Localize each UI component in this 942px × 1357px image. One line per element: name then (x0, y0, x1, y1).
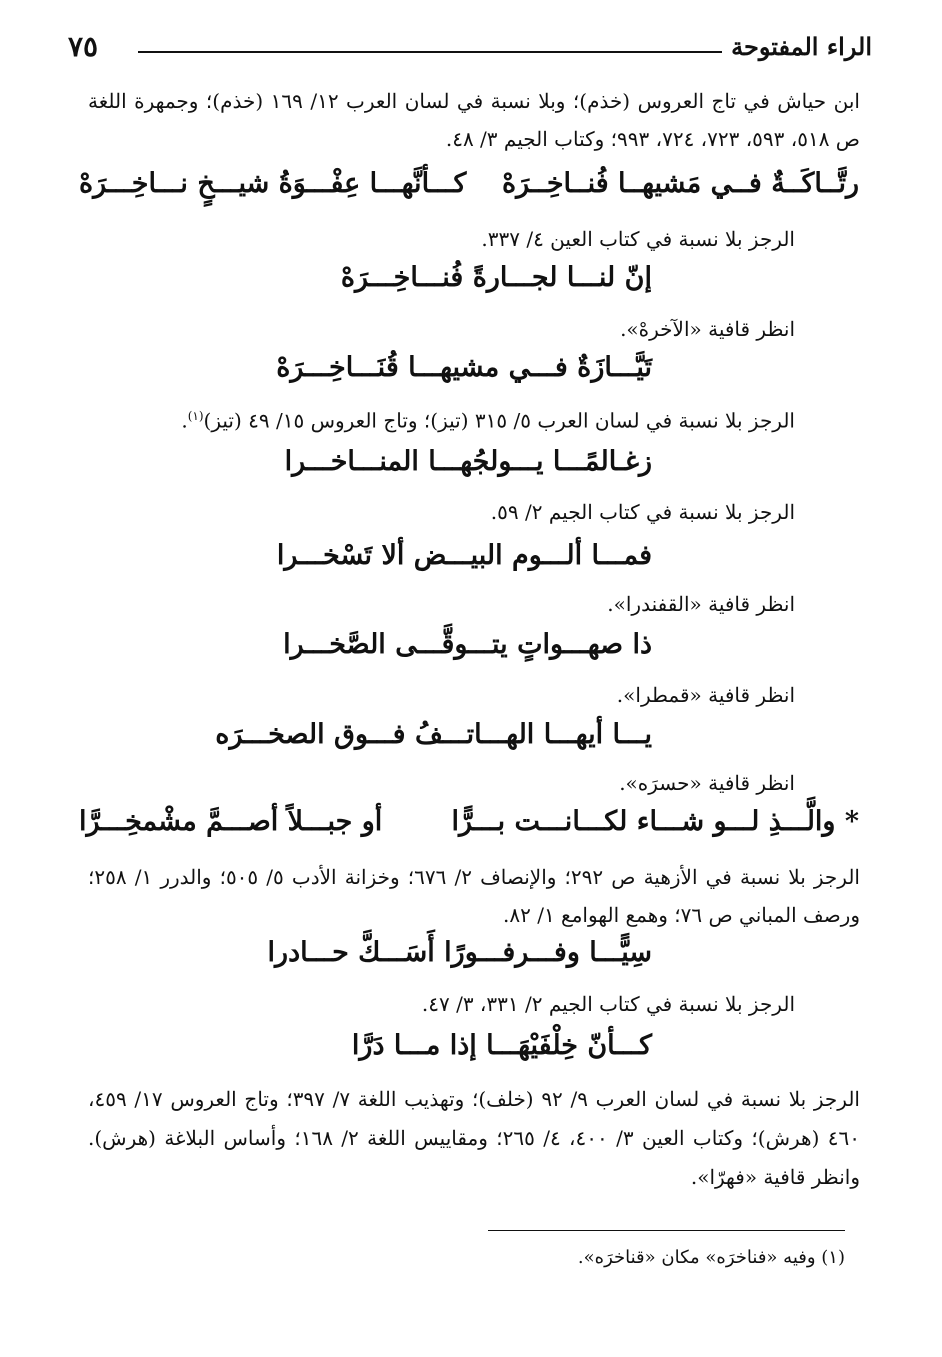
page-header (68, 30, 872, 64)
note-line: الرجز بلا نسبة في كتاب الجيم ٢/ ٥٩. (490, 500, 795, 524)
note-line: انظر قافية «الآخرهْ». (620, 317, 795, 341)
header-rule (138, 51, 722, 53)
verse-hemistich-right: رتَّــاكَــةٌ فــي مَشيهــا فُنــاخِــرَهْ (501, 168, 859, 199)
footnote-marker: (١) (187, 409, 204, 423)
page-number: ٧٥ (68, 30, 99, 63)
note-text: الرجز بلا نسبة في لسان العرب ٥/ ٣١٥ (تيز)؛ وتاج العروس ١٥/ ٤٩ (تيز) (203, 408, 795, 433)
verse-line: كـــأنّ خِلْفَيْهَـــا إذا مـــا دَرَّا (351, 1030, 652, 1061)
note-line: انظر قافية «القفندرا». (607, 592, 795, 616)
verse-hemistich-right (452, 806, 859, 837)
verse-hemistich-left: أو جبـــلاً أصـــمَّ مشْمخِـــرَّا (79, 806, 383, 837)
note-line (181, 397, 795, 440)
verse-line: سِيًّـــا وفـــرفـــورًا أَسَـــكَّ حـــادرا (267, 937, 652, 968)
note-paragraph: الرجز بلا نسبة في الأزهية ص ٢٩٢؛ والإنصاف ٢/ ٦٧٦؛ وخزانة الأدب ٥/ ٥٠٥؛ والدرر ١/ ٢٥٨؛ ورصف المباني ص ٧٦؛ وهمع الهوامع ١/ ٨٢. (88, 865, 860, 927)
note-line: انظر قافية «قمطرا». (616, 683, 795, 707)
verse-hemistich-right-text: والَّـــذِ لـــو شـــاء لكـــانـــت بـــرًّا (451, 806, 836, 837)
note-line: انظر قافية «حسرَه». (619, 771, 795, 795)
note-paragraph: ابن حياش في تاج العروس (خذم)؛ وبلا نسبة في لسان العرب ١٢/ ١٦٩ (خذم)؛ وجمهرة اللغة ص ٥١٨، ٥٩٣، ٧٢٣، ٧٢٤، ٩٩٣؛ وكتاب الجيم ٣/ ٤٨. (88, 89, 860, 151)
star-marker: * (844, 806, 859, 837)
verse-hemistich-left: كـــأنَّهـــا عِفْـــوَةُ شيـــخٍ نـــاخِـــرَهْ (79, 168, 467, 199)
note-paragraph: الرجز بلا نسبة في لسان العرب ٩/ ٩٢ (خلف)؛ وتهذيب اللغة ٧/ ٣٩٧؛ وتاج العروس ١٧/ ٤٥٩، ٤٦٠ (هرش)؛ وكتاب العين ٣/ ٤٠٠، ٤/ ٢٦٥؛ ومقاييس اللغة ٢/ ١٦٨؛ وأساس البلاغة (هرش). وانظر قافية «فهرّا». (88, 1087, 860, 1189)
footnote-separator (488, 1230, 845, 1231)
running-title: الراء المفتوحة (731, 32, 872, 61)
verse-line (79, 806, 859, 848)
verse-line: إنّ لنـــا لجـــارةً فُنـــاخِـــرَهْ (340, 262, 652, 293)
note-line: الرجز بلا نسبة في كتاب الجيم ٢/ ٣٣١، ٣/ ٤٧. (421, 992, 795, 1016)
footnote: (١) وفيه «فناخرَه» مكان «قناخرَه». (577, 1247, 845, 1268)
verse-line: تَيَّـــازَةٌ فـــي مشيهـــا قُنَـــاخِـــرَهْ (276, 352, 652, 383)
note-text-end: . (181, 408, 188, 433)
note-line: الرجز بلا نسبة في كتاب العين ٤/ ٣٣٧. (481, 227, 795, 251)
verse-line: ذا صهـــواتٍ يتـــوقَّـــى الصَّخـــرا (283, 629, 652, 660)
verse-line: زغـالمًـــا يـــولجُهـــا المنـــاخـــرا (284, 446, 652, 477)
verse-line: فمـــا ألـــوم البيـــض ألا تَسْخـــرا (276, 540, 652, 571)
verse-line: يـــا أيهـــا الهـــاتـــفُ فـــوق الصخـــرَه (215, 719, 652, 750)
verse-line (79, 168, 859, 210)
